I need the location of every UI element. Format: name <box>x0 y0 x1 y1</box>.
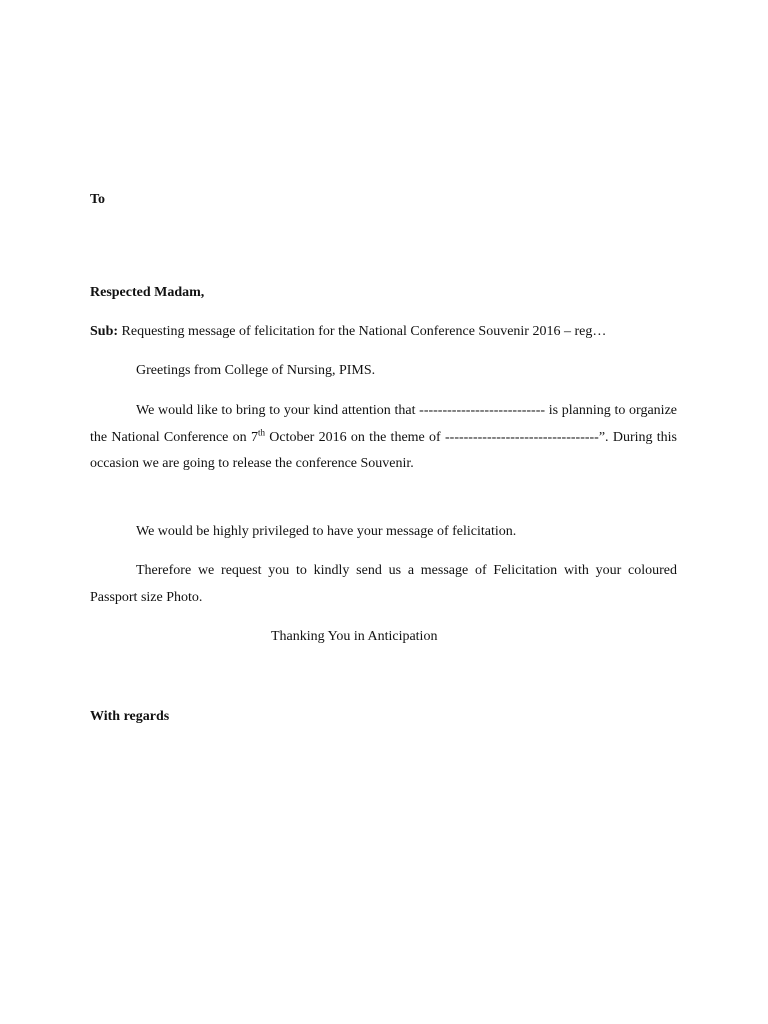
salutation: Respected Madam, <box>90 285 205 300</box>
closing-line: With regards <box>90 709 170 724</box>
subject-line <box>90 322 677 342</box>
paragraph-privileged: We would be highly privileged to have your message of felicitation. <box>136 524 517 539</box>
subject-label: Sub: <box>90 324 119 339</box>
paragraph-attention-part1: We would like to bring to your kind attention that --------------------------- is planning to organize the National Conference on 7 <box>90 403 677 445</box>
subject-text: Requesting message of felicitation for the National Conference Souvenir 2016 – reg… <box>121 324 607 339</box>
addressee-label: To <box>90 192 106 207</box>
ordinal-suffix: th <box>257 426 265 437</box>
paragraph-attention <box>90 398 677 478</box>
paragraph-request: Therefore we request you to kindly send us a message of Felicitation with your coloured Passport size Photo. <box>90 563 677 605</box>
paragraph-attention-part2: October 2016 on the theme of ---------------------------------”. During this occasion we are going to release the conference Souvenir. <box>90 429 678 471</box>
greeting-line: Greetings from College of Nursing, PIMS. <box>136 363 376 378</box>
thanking-line: Thanking You in Anticipation <box>271 629 438 644</box>
